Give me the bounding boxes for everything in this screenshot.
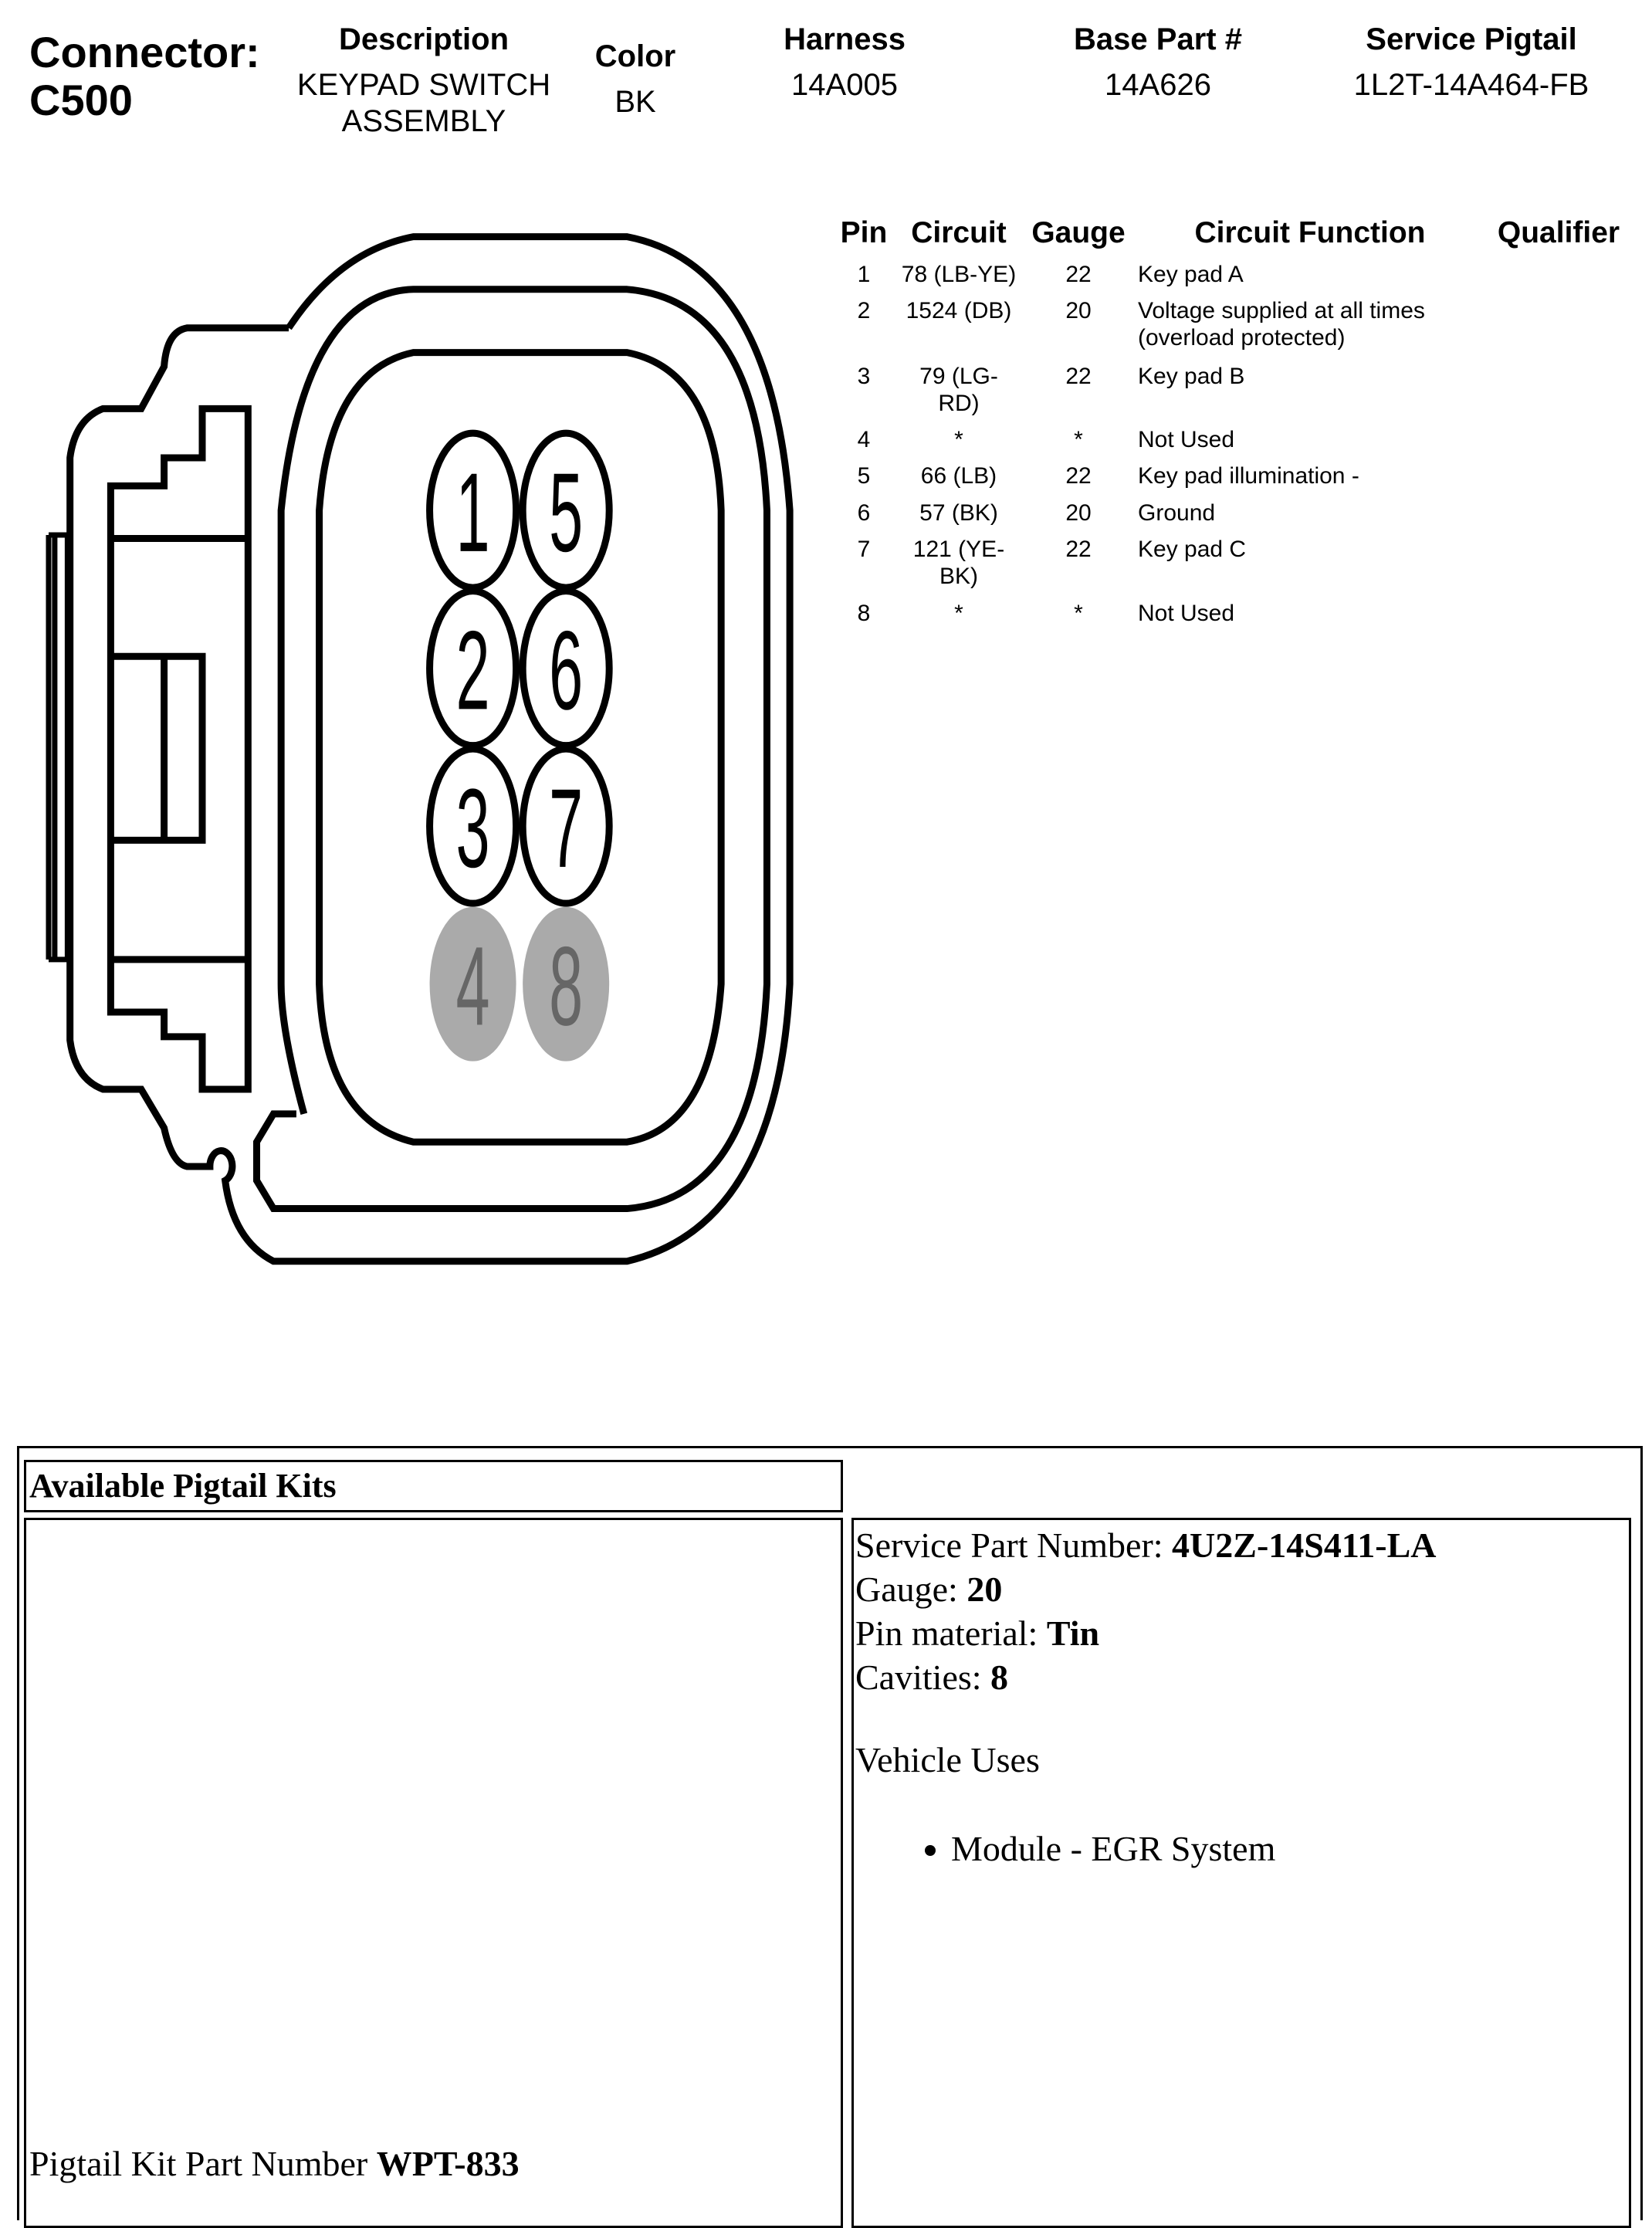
pin-pin-cell: 4 bbox=[857, 427, 871, 452]
vehicle-uses-list bbox=[855, 1827, 1437, 1871]
col-header-gauge: Gauge bbox=[1031, 216, 1126, 249]
pin-circuit-cell: 1524 (DB) bbox=[906, 298, 1012, 323]
service-part-number: Service Part Number: 4U2Z-14S411-LA bbox=[855, 1525, 1437, 1565]
pigtail-title-cell bbox=[24, 1460, 843, 1512]
harness-label: Harness bbox=[784, 22, 906, 56]
pin-gauge-cell: 20 bbox=[1065, 500, 1092, 526]
pin-gauge-cell: 22 bbox=[1065, 364, 1092, 389]
pin-circuit-cell: * bbox=[954, 601, 963, 626]
pin-circuit-cell: 121 (YE- BK) bbox=[912, 537, 1005, 589]
col-header-circuit: Circuit bbox=[911, 216, 1007, 249]
color-label: Color bbox=[594, 39, 676, 73]
pin-number-label: 3 bbox=[455, 765, 490, 891]
col-header-qualifier: Qualifier bbox=[1497, 216, 1620, 249]
pin-function-cell: Not Used bbox=[1138, 601, 1235, 626]
connector-label: Connector: bbox=[29, 28, 260, 76]
connector-id: C500 bbox=[29, 76, 133, 124]
pin-number-label: 2 bbox=[455, 607, 490, 733]
pin-pin-cell: 1 bbox=[857, 262, 871, 287]
pin-pin-cell: 7 bbox=[857, 537, 871, 562]
pin-gauge-cell: 20 bbox=[1065, 298, 1092, 323]
pin-function-cell: Key pad B bbox=[1138, 364, 1245, 389]
vehicle-use-item: • Module - EGR System bbox=[951, 1827, 1437, 1871]
pin-gauge-cell: 22 bbox=[1065, 262, 1092, 287]
pin-function-cell: Voltage supplied at all times (overload protected) bbox=[1138, 298, 1425, 350]
color-value: BK bbox=[614, 85, 656, 119]
pin-function-cell: Ground bbox=[1138, 500, 1216, 526]
description-line-1: KEYPAD SWITCH bbox=[296, 68, 551, 102]
pin-circuit-cell: 79 (LG- RD) bbox=[919, 364, 998, 416]
vehicle-uses-label: Vehicle Uses bbox=[855, 1740, 1040, 1779]
pin-circuit-cell: 78 (LB-YE) bbox=[901, 262, 1017, 287]
cavities: Cavities: 8 bbox=[855, 1657, 1009, 1697]
pin-function-cell: Key pad illumination - bbox=[1138, 463, 1359, 489]
base-part-label: Base Part # bbox=[1074, 22, 1242, 56]
description-label: Description bbox=[338, 22, 509, 56]
pin-number-label: 4 bbox=[455, 923, 490, 1049]
pin-gauge-cell: * bbox=[1074, 601, 1083, 626]
connector-face-diagram bbox=[4, 188, 797, 1282]
base-part-value: 14A626 bbox=[1105, 68, 1211, 102]
latch-bar bbox=[49, 535, 67, 960]
pin-pin-cell: 2 bbox=[857, 298, 871, 323]
pin-gauge-cell: 22 bbox=[1065, 537, 1092, 562]
service-pigtail-label: Service Pigtail bbox=[1366, 22, 1577, 56]
pin-number-label: 7 bbox=[549, 765, 584, 891]
pigtail-kit-part-number: Pigtail Kit Part Number WPT-833 bbox=[29, 2144, 520, 2183]
pin-function-cell: Key pad A bbox=[1138, 262, 1244, 287]
pin-circuit-cell: 66 (LB) bbox=[920, 463, 997, 489]
description-line-2: ASSEMBLY bbox=[341, 104, 506, 138]
pigtail-kit-cell bbox=[24, 1518, 843, 2228]
pigtail-details-cell bbox=[851, 1518, 1631, 2228]
pin-number-label: 8 bbox=[549, 923, 584, 1049]
gauge: Gauge: 20 bbox=[855, 1569, 1003, 1609]
harness-value: 14A005 bbox=[791, 68, 898, 102]
pin-circuit-cell: 57 (BK) bbox=[919, 500, 998, 526]
col-header-circuit-function: Circuit Function bbox=[1194, 216, 1426, 249]
inner-cavity-wall bbox=[320, 353, 722, 1143]
service-pigtail-value: 1L2T-14A464-FB bbox=[1353, 68, 1589, 102]
pin-number-label: 6 bbox=[549, 607, 584, 733]
latch-body bbox=[110, 408, 248, 1089]
pin-function-cell: Key pad C bbox=[1138, 537, 1247, 562]
pin-material: Pin material: Tin bbox=[855, 1613, 1100, 1653]
pin-gauge-cell: 22 bbox=[1065, 463, 1092, 489]
pin-pin-cell: 6 bbox=[857, 500, 871, 526]
pin-number-label: 5 bbox=[549, 449, 584, 575]
pin-pin-cell: 5 bbox=[857, 463, 871, 489]
pin-pin-cell: 8 bbox=[857, 601, 871, 626]
pigtail-title: Available Pigtail Kits bbox=[29, 1467, 337, 1505]
pin-pin-cell: 3 bbox=[857, 364, 871, 389]
col-header-pin: Pin bbox=[840, 216, 888, 249]
pin-number-label: 1 bbox=[455, 449, 490, 575]
pin-circuit-cell: * bbox=[954, 427, 963, 452]
pin-gauge-cell: * bbox=[1074, 427, 1083, 452]
pin-function-cell: Not Used bbox=[1138, 427, 1235, 452]
